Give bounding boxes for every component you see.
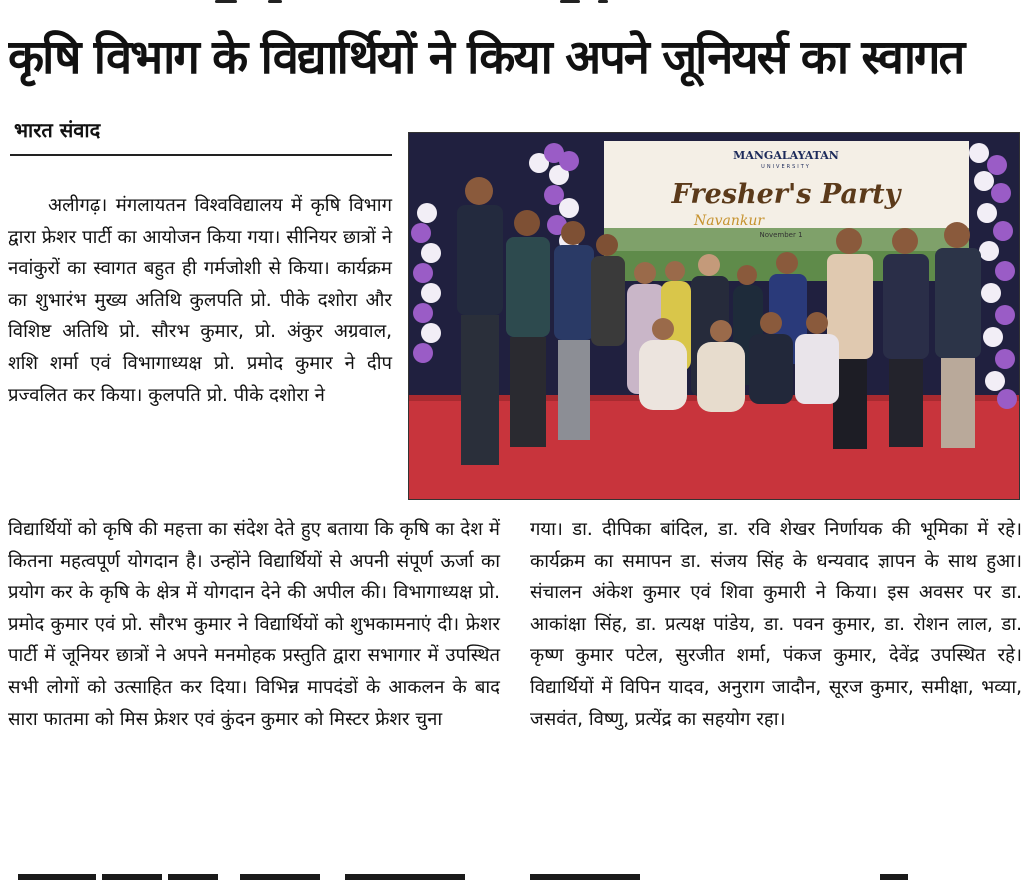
headline: कृषि विभाग के विद्यार्थियों ने किया अपने जूनियर्स का स्वागत [8, 30, 964, 85]
banner-date: November 1 [759, 231, 803, 239]
banner-org-sub: UNIVERSITY [761, 164, 811, 170]
banner-title: Fresher's Party [671, 179, 901, 210]
banner-subtitle: Navankur [693, 213, 765, 229]
article-intro: अलीगढ़। मंगलायतन विश्वविद्यालय में कृषि विभाग द्वारा फ्रेशर पार्टी का आयोजन किया गया। सीनियर छात्रों ने नवांकुरों का स्वागत बहुत ही गर्मजोशी से किया। कार्यक्रम का शुभारंभ मुख्य अतिथि कुलपति प्रो. पीके दशोरा और विशिष्ट अतिथि प्रो. सौरभ कुमार, प्रो. अंकुर अग्रवाल, शशि शर्मा एवं विभागाध्यक्ष प्रो. प्रमोद कुमार ने दीप प्रज्वलित कर किया। कुलपति प्रो. पीके दशोरा ने [8, 195, 392, 406]
banner-org: MANGALAYATAN [733, 149, 839, 162]
article-body-left: विद्यार्थियों को कृषि की महत्ता का संदेश देते हुए बताया कि कृषि का देश में कितना महत्वपूर्ण योगदान है। उन्होंने विद्यार्थियों से अपनी संपूर्ण ऊर्जा का प्रयोग कर के कृषि के क्षेत्र में योगदान देने की अपील की। विभागाध्यक्ष प्रो. प्रमोद कुमार एवं प्रो. सौरभ कुमार ने विद्यार्थियों को शुभकामनाएं दी। फ्रेशर पार्टी में जूनियर छात्रों ने अपने मनमोहक प्रस्तुति द्वारा सभागार में उपस्थित सभी लोगों को उत्साहित कर दिया। विभिन्न मापदंडों के आकलन के बाद सारा फातमा को मिस फ्रेशर एवं कुंदन कुमार को मिस्टर फ्रेशर चुना [8, 519, 500, 730]
event-photo [408, 132, 1020, 500]
event-photo-drawing [409, 133, 1019, 499]
byline: भारत संवाद [14, 118, 101, 142]
cropped-next-headline [0, 860, 1032, 883]
cropped-previous-text [0, 0, 1032, 8]
article-body-right: गया। डा. दीपिका बांदिल, डा. रवि शेखर निर्णायक की भूमिका में रहे। कार्यक्रम का समापन डा. संजय सिंह के धन्यवाद ज्ञापन के साथ हुआ। संचालन अंकेश कुमार एवं शिवा कुमारी ने किया। इस अवसर पर डा. आकांक्षा सिंह, डा. प्रत्यक्ष पांडेय, डा. पवन कुमार, डा. रोशन लाल, डा. कृष्ण कुमार पटेल, सुरजीत शर्मा, पंकज कुमार, देवेंद्र उपस्थित रहे। विद्यार्थियों में विपिन यादव, अनुराग जादौन, सूरज कुमार, समीक्षा, भव्या, जसवंत, विष्णु, प्रत्येंद्र का सहयोग रहा। [530, 519, 1022, 730]
byline-rule [10, 154, 392, 156]
